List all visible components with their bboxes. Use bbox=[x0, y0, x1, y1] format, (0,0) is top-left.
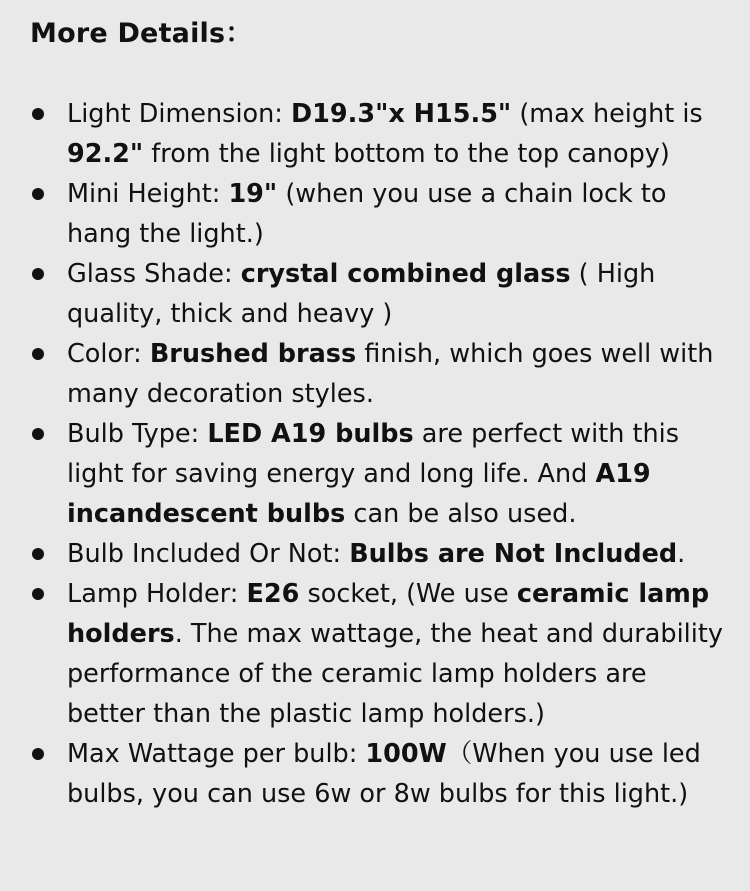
item-label: Light Dimension: bbox=[67, 99, 291, 129]
item-text: finish, which goes well with many decoration styles. bbox=[67, 339, 714, 409]
item-text: (max height is bbox=[511, 99, 703, 129]
item-text: . The max wattage, the heat and durability performance of the ceramic lamp holders are better than the plastic lamp holders.) bbox=[67, 619, 723, 729]
item-label: Bulb Included Or Not: bbox=[67, 539, 350, 569]
item-bold-value: LED A19 bulbs bbox=[207, 419, 414, 449]
item-label: Color: bbox=[67, 339, 150, 369]
item-bold-value: Bulbs are Not Included bbox=[349, 539, 678, 569]
item-label: Mini Height: bbox=[67, 179, 229, 209]
item-bold-value: E26 bbox=[246, 579, 300, 609]
list-item-bulb-type bbox=[30, 414, 730, 534]
bullet-icon bbox=[32, 348, 44, 360]
item-text: are perfect with this light for saving energy and long life. And bbox=[67, 419, 680, 489]
item-label: Glass Shade: bbox=[67, 259, 241, 289]
bullet-icon bbox=[32, 748, 44, 760]
item-bold-value: crystal combined glass bbox=[240, 259, 571, 289]
list-item-lamp-holder bbox=[30, 574, 730, 734]
item-text: from the light bottom to the top canopy) bbox=[143, 139, 670, 169]
item-bold-value: 100W bbox=[365, 739, 447, 769]
item-text: can be also used. bbox=[345, 499, 577, 529]
item-label: Bulb Type: bbox=[67, 419, 208, 449]
list-item-mini-height bbox=[30, 174, 730, 254]
details-list bbox=[30, 94, 730, 814]
bullet-icon bbox=[32, 188, 44, 200]
item-bold-value: 92.2" bbox=[67, 139, 144, 169]
item-label: Lamp Holder: bbox=[67, 579, 247, 609]
list-item-max-wattage bbox=[30, 734, 730, 814]
list-item-bulb-included bbox=[30, 534, 730, 574]
bullet-icon bbox=[32, 268, 44, 280]
item-text: (when you use a chain lock to hang the light.) bbox=[67, 179, 667, 249]
item-text: socket, (We use bbox=[299, 579, 517, 609]
item-bold-value: Brushed brass bbox=[149, 339, 357, 369]
list-item-color bbox=[30, 334, 730, 414]
section-heading: More Details： bbox=[30, 18, 253, 49]
item-bold-value: ceramic lamp holders bbox=[67, 579, 710, 649]
bullet-icon bbox=[32, 548, 44, 560]
item-bold-value: A19 incandescent bulbs bbox=[67, 459, 651, 529]
item-text: ( High quality, thick and heavy ) bbox=[67, 259, 656, 329]
item-label: Max Wattage per bulb: bbox=[67, 739, 366, 769]
item-text: . bbox=[677, 539, 686, 569]
item-bold-value: D19.3"x H15.5" bbox=[290, 99, 512, 129]
list-item-light-dimension bbox=[30, 94, 730, 174]
bullet-icon bbox=[32, 428, 44, 440]
item-text: （When you use led bulbs, you can use 6w or 8w bulbs for this light.) bbox=[67, 739, 701, 809]
bullet-icon bbox=[32, 108, 44, 120]
item-bold-value: 19" bbox=[228, 179, 278, 209]
bullet-icon bbox=[32, 588, 44, 600]
list-item-glass-shade bbox=[30, 254, 730, 334]
